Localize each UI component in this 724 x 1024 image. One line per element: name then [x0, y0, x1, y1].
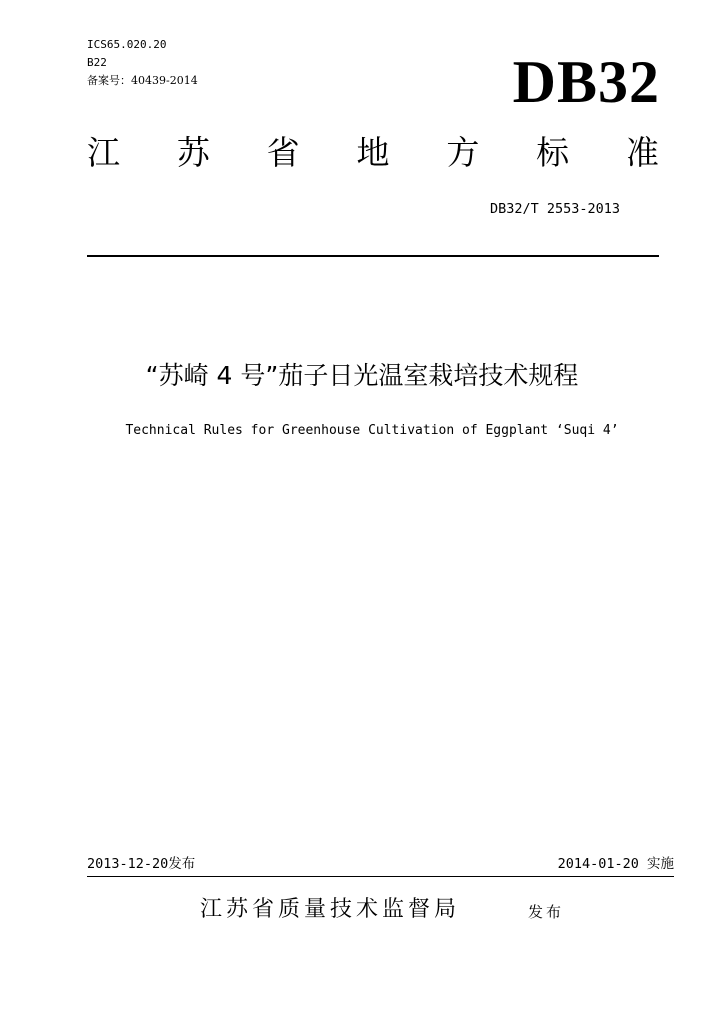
- standard-type-char: 准: [625, 133, 659, 172]
- implementation-date: [558, 855, 674, 873]
- footer-divider: [87, 876, 674, 877]
- issue-date-value: 2013-12-20: [87, 856, 169, 872]
- standard-type-char: 标: [536, 133, 570, 172]
- record-number-value: 40439-2014: [131, 74, 198, 87]
- implementation-date-value: 2014-01-20: [557, 856, 639, 872]
- standard-type-char: 苏: [176, 133, 210, 172]
- issue-date: [87, 855, 195, 873]
- issue-label: 发布: [168, 856, 196, 872]
- standard-number: DB32/T 2553-2013: [490, 201, 621, 217]
- header-divider: [87, 255, 659, 257]
- implementation-label: 实施: [647, 856, 674, 872]
- classification-code: B22: [87, 56, 107, 69]
- standard-type-char: 江: [87, 133, 120, 172]
- publish-label: 发布: [528, 903, 565, 921]
- record-number: [87, 74, 198, 88]
- standard-type: [87, 132, 659, 174]
- standard-type-char: 方: [446, 133, 480, 172]
- record-label: 备案号：: [87, 74, 131, 87]
- standard-type-char: 省: [266, 133, 300, 172]
- document-title-en: Technical Rules for Greenhouse Cultivation of Eggplant ‘Suqi 4’: [125, 423, 619, 438]
- publisher: 江苏省质量技术监督局: [200, 897, 461, 922]
- db-logo: DB32: [512, 49, 660, 115]
- ics-code: ICS65.020.20: [87, 38, 167, 51]
- standard-type-char: 地: [356, 133, 390, 172]
- document-title-cn: “苏崎 4 号”茄子日光温室栽培技术规程: [145, 361, 579, 390]
